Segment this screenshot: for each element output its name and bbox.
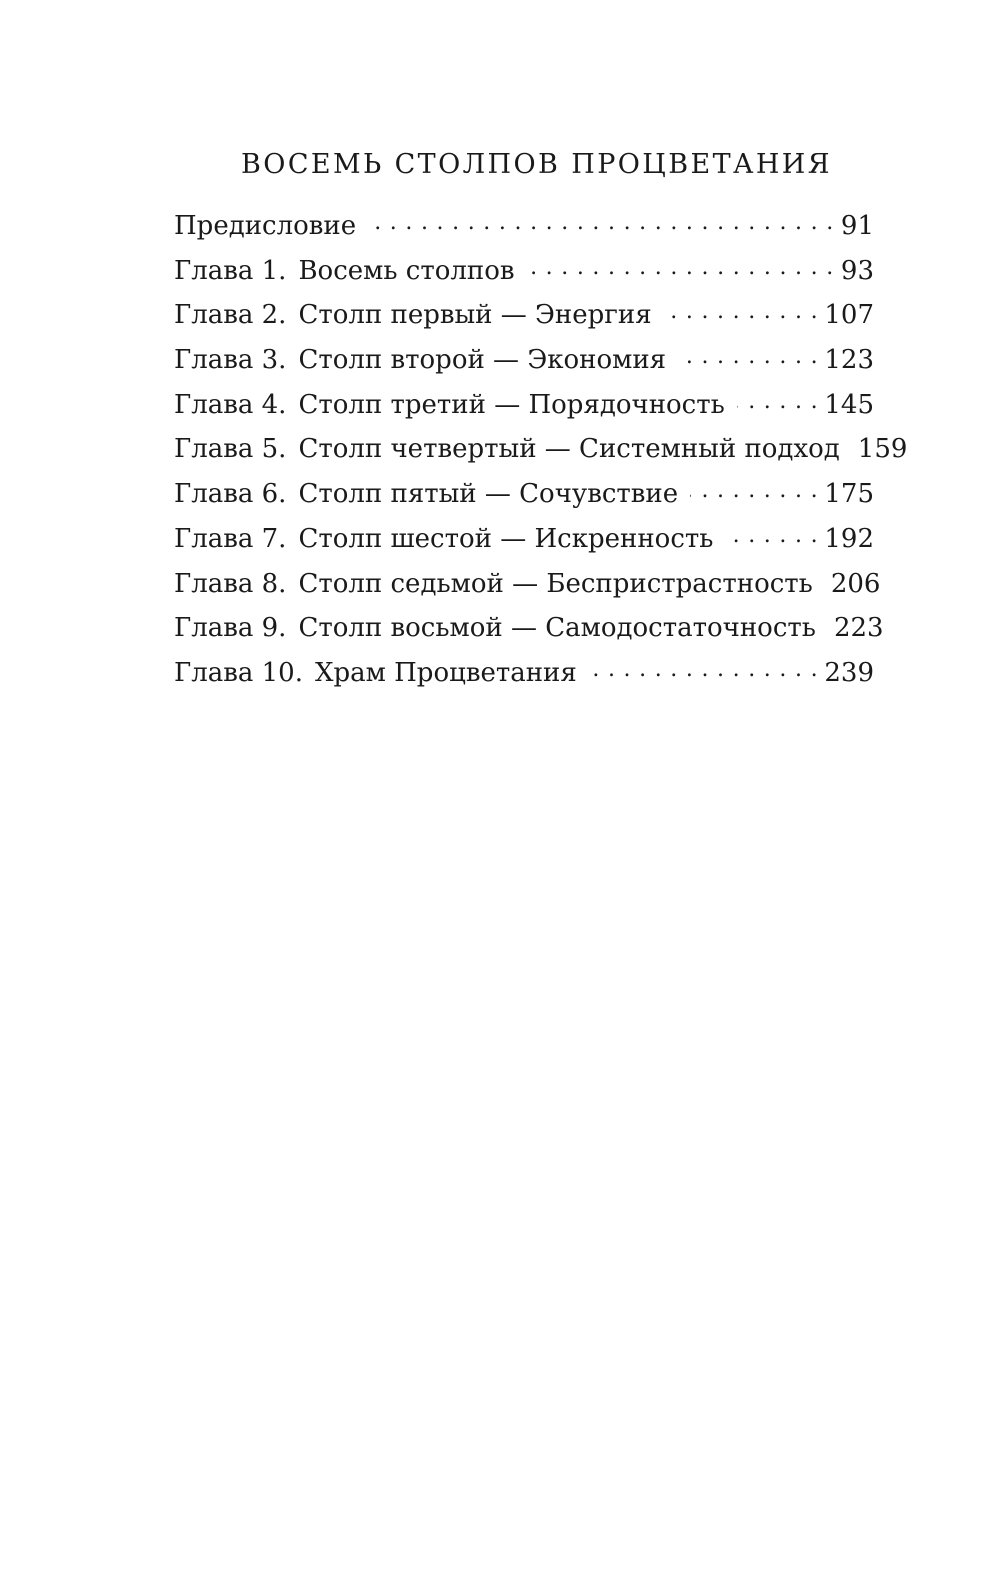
toc-entry xyxy=(174,204,874,249)
toc-entry-chapter: Глава 5. xyxy=(174,434,287,465)
toc-entry xyxy=(174,651,874,696)
toc-entry-page: 239 xyxy=(824,657,874,688)
toc-entry-title: Столп первый — Энергия xyxy=(298,300,652,331)
dot-leader xyxy=(527,253,834,279)
toc-entry-chapter: Глава 10. xyxy=(174,657,303,688)
toc-entry-page: 145 xyxy=(824,389,874,420)
dot-leader xyxy=(368,208,834,234)
toc-entry xyxy=(174,383,874,428)
toc-entry-title: Столп восьмой — Самодостаточность xyxy=(298,613,816,644)
toc-entry xyxy=(174,427,908,472)
toc-entry-title: Столп второй — Экономия xyxy=(298,345,667,376)
dot-leader xyxy=(737,387,819,413)
toc-entry-chapter: Глава 8. xyxy=(174,568,287,599)
dot-leader xyxy=(690,476,818,502)
toc-entry-page: 123 xyxy=(824,345,874,376)
toc-entry xyxy=(174,293,874,338)
toc-entry xyxy=(174,338,874,383)
toc-entry-title: Предисловие xyxy=(174,211,357,241)
toc-entry xyxy=(174,562,881,607)
toc-entry-title: Столп шестой — Искренность xyxy=(298,523,714,554)
table-of-contents xyxy=(174,140,908,696)
toc-entry-chapter: Глава 7. xyxy=(174,523,287,554)
toc-entry-page: 175 xyxy=(824,479,874,510)
dot-leader xyxy=(664,297,819,323)
toc-entry-title: Столп пятый — Сочувствие xyxy=(298,479,679,510)
toc-entry-chapter: Глава 4. xyxy=(174,389,287,420)
toc-entry-title: Столп четвертый — Системный подход xyxy=(298,434,840,465)
toc-entry xyxy=(174,249,874,294)
toc-entry xyxy=(174,606,884,651)
toc-entry-title: Храм Процветания xyxy=(314,657,577,688)
toc-entry-title: Столп третий — Порядочность xyxy=(298,389,725,420)
toc-entry-page: 206 xyxy=(830,568,881,599)
dot-leader xyxy=(589,655,819,681)
toc-entry xyxy=(174,517,874,562)
toc-entry-page: 93 xyxy=(840,255,874,286)
toc-entry-chapter: Глава 3. xyxy=(174,345,287,376)
toc-entry-title: Восемь столпов xyxy=(298,255,515,286)
toc-entry-chapter: Глава 2. xyxy=(174,300,287,331)
toc-entry-title: Столп седьмой — Беспристрастность xyxy=(298,568,813,599)
toc-list xyxy=(174,204,908,696)
dot-leader xyxy=(678,342,818,368)
toc-entry xyxy=(174,472,874,517)
toc-entry-chapter: Глава 6. xyxy=(174,479,287,510)
page-title: ВОСЕМЬ СТОЛПОВ ПРОЦВЕТАНИЯ xyxy=(241,149,832,180)
toc-entry-page: 91 xyxy=(840,211,874,241)
toc-entry-page: 192 xyxy=(824,523,874,554)
toc-entry-chapter: Глава 1. xyxy=(174,255,287,286)
toc-entry-page: 223 xyxy=(833,613,884,644)
dot-leader xyxy=(725,521,818,547)
toc-entry-page: 159 xyxy=(857,434,908,465)
toc-entry-page: 107 xyxy=(824,300,874,331)
toc-entry-chapter: Глава 9. xyxy=(174,613,287,644)
